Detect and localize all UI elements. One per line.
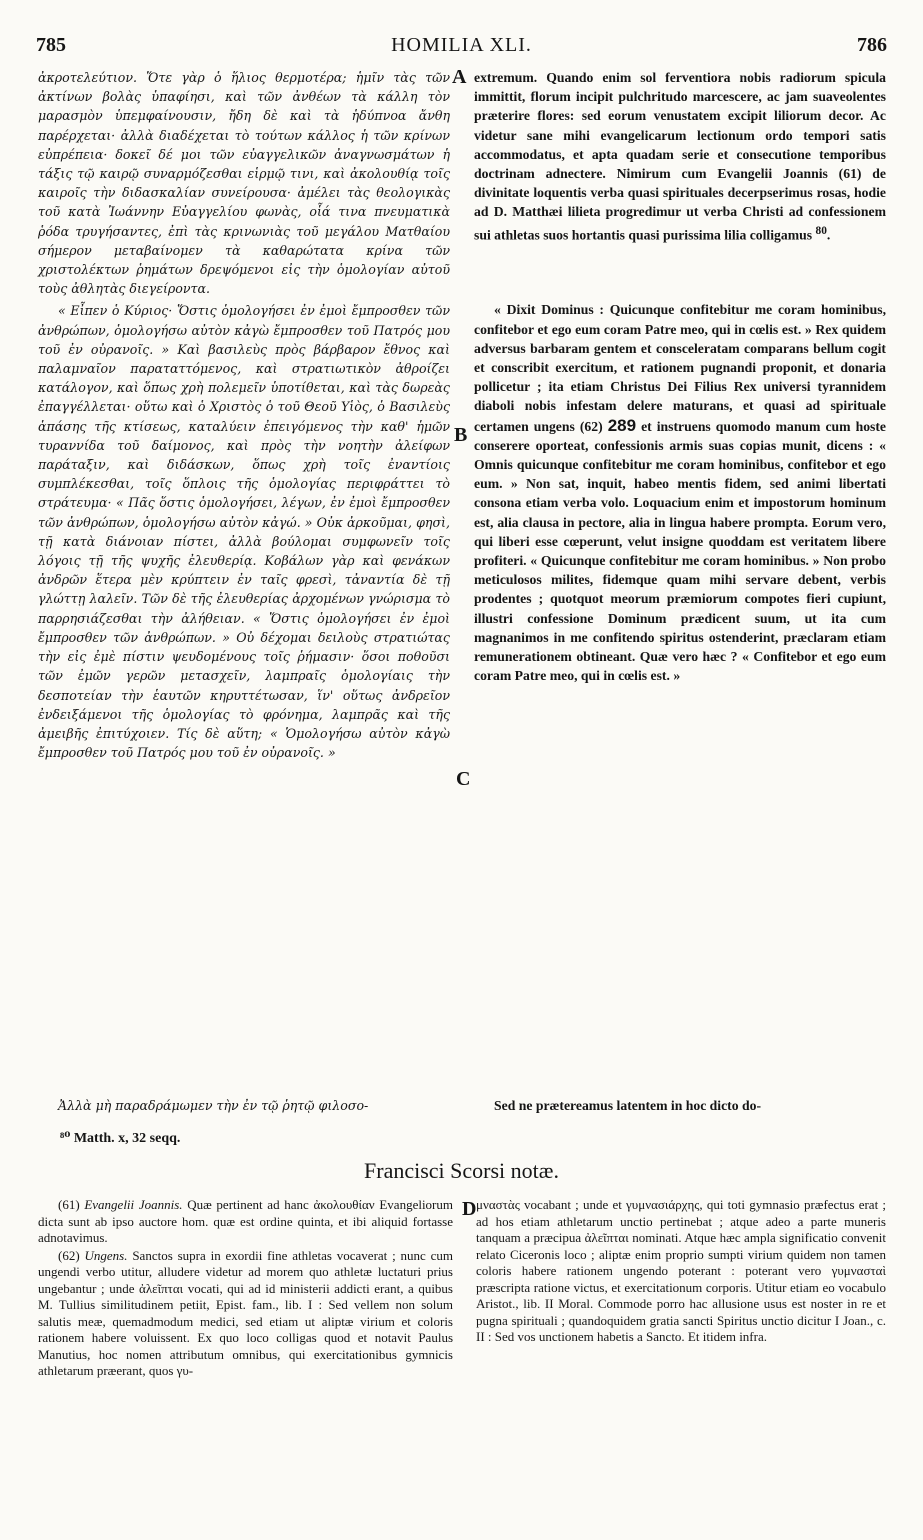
greek-paragraph-2: « Εἶπεν ὁ Κύριος· Ὅστις ὁμολογήσει ἐν ἐμοὶ ἔμπροσθεν τῶν ἀνθρώπων, ὁμολογήσω αὐτὸν κἀγὼ ἔμπροσθεν τοῦ Πατρός μου τοῦ ἐν οὐρανοῖς. » Καὶ βασιλεὺς πρὸς βάρβαρον ἔθνος καὶ παλαμναῖον παραταττόμενος, καὶ στρατιωτικὸν ἀθροίζει κατάλογον, καὶ ὅπως χρὴ πολεμεῖν ὑποτίθεται, καὶ τὰς δωρεὰς ἐπαγγέλλεται· οὕτω καὶ ὁ Χριστὸς ὁ τοῦ Θεοῦ Υἱὸς, ὁ Βασιλεὺς ἁπάσης τῆς κτίσεως, καταλύειν ἐπειγόμενος τὴν καθ' ἡμῶν τυραννίδα τοῦ δαίμονος, καὶ πρὸς τὴν νοητὴν ἀλείφων παράταξιν, καὶ διδάσκων, ὅπως χρὴ τοῖς ἐναντίοις συμπλέκεσθαι, τοῖς ὅπλοις τῆς ὁμολογίας περιφράττει τὸ στράτευμα· « Πᾶς ὅστις ὁμολογήσει, λέγων, ἐν ἐμοὶ ἔμπροσθεν τῶν ἀνθρώπων, ὁμολογήσω αὐτὸν κἀγώ. » Οὐκ ἀρκοῦμαι, φησὶ, τῇ κατὰ διάνοιαν πίστει, ἀλλὰ βούλομαι συμφωνεῖν τοῖς λόγοις τῇ τῆς ψυχῆς ἐλευθερίᾳ. Κοβάλων γὰρ καὶ φενάκων ἀνδρῶν ἕτερα μὲν κρύπτειν ἐν ταῖς φρεσὶ, τἀναντία δὲ τῇ γλώττῃ λαλεῖν. Τῶν δὲ τῆς ἐλευθερίας ἀρχομένων γνώρισμα τὸ παρρησιάζεσθαι τὴν ἀλήθειαν. « Ὅστις ὁμολογήσει ἐν ἐμοὶ ἔμπροσθεν τῶν ἀνθρώπων. » Οὐ δέχομαι δειλοὺς στρατιώτας τὴν εἰς ἐμὲ πίστιν ψευδομένους τοῖς ῥήμασιν· ὅσοι ποθοῦσι τῶν ἐμῶν γερῶν μετασχεῖν, λαμπραῖς ὁμολογίαις τὴν δεσποτείαν τὴν ἑαυτῶν κηρυττέτωσαν, ἵν' οὕτως ἀνδρεῖον ἐνδειξάμενοι τῆς ὁμολογίας τὸ φρόνημα, λαμπρᾶς καὶ τῆς ἀμειβῆς ἐπιτύχοιεν. Τίς δὲ αὕτη; « Ὁμολογήσω αὐτὸν κἀγὼ ἔμπροσθεν τοῦ Πατρός μου τοῦ ἐν οὐρανοῖς. »	[38, 303, 450, 761]
notes-right-column	[476, 1197, 886, 1346]
margin-marker-c: C	[456, 768, 471, 790]
page-ref-289: 289	[607, 415, 637, 435]
greek-paragraph-3: Ἀλλὰ μὴ παραδράμωμεν τὴν ἐν τῷ ῥητῷ φιλοσο-	[58, 1098, 369, 1113]
note-61	[38, 1197, 453, 1247]
notes-right-text: μναστὰς vocabant ; unde et γυμνασιάρχης, qui toti gymnasio præfectus erat ; ad hos etiam athletarum unctio pertinebat ; atque adeo a parte muneris tanquam a præcipua ἀλεῖπται nominati. Atque hæc ampla significatio convenit relato Ciceronis loco ; aliptæ enim proprio sumpti virium quidem non tamen coloris habere rationem ungendo poterant : poterant vero γυμνασταὶ præscripta ratione victus, et exercitationum corporis. Utitur etiam eo vocabulo Aristot., lib. II Moral. Commode porro hac allusione usus est noster in re et pugna spirituali ; quandoquidem gratia sancti Spiritus unctio dicitur I Joan., c. II : Sed vos unctionem habetis a Sancto. Et itidem infra.	[476, 1197, 886, 1344]
margin-marker-a: A	[452, 66, 467, 88]
page-number-left: 785	[36, 34, 66, 56]
note-62	[38, 1248, 453, 1380]
notes-title: Francisci Scorsi notæ.	[364, 1158, 559, 1183]
latin-paragraph-3: Sed ne prætereamus latentem in hoc dicto do-	[494, 1098, 762, 1113]
page-number-right: 786	[857, 34, 887, 56]
note-61-text: Quæ pertinent ad hanc ἀκολουθίαν Evangeliorum dicta sunt ab ipso auctore hom. quæ est ordine quinta, et ibi aliquid fortasse adnotavimus.	[38, 1197, 454, 1245]
latin-paragraph-1: extremum. Quando enim sol ferventiora nobis radiorum spicula immittit, florum incipit pulchritudo marcescere, ac jam suaveolentes præterire flores: sed eorum venustatem excipit liliorum decor. Ac videtur sane mihi evangelicarum lectionum ordo tempori satis accommodatus, et apta quadam serie et consecutione temporibus doctrinam adnectere. Nimirum cum Evangelii Joannis (61) de divinitate loquentis verba quasi spirituales decerpserimus rosas, hodie ad D. Matthæi lilieta progredimur ut verba Christi ad confessionem sui athletas suos hortantis quasi purissima lilia colligamus $^{80}$.	[474, 70, 886, 243]
margin-marker-b: B	[454, 424, 468, 446]
note-61-number: (61)	[58, 1197, 80, 1212]
footnote-ref: 80	[815, 224, 827, 237]
margin-marker-d: D	[462, 1198, 477, 1220]
note-62-text: Sanctos supra in exordii fine athletas vocaverat ; nunc cum ungendi verbo utitur, alludere videtur ad morem quo athletæ luctaturi prius ungebantur ; unde ἀλεῖπται vocati, qui ad id ministerii addicti erant, a quibus M. Tullius similitudinem petiit, Epist. fam., lib. I : Sed vellem non solum salutis meæ, quemadmodum medici, sed etiam ut aliptæ virium et coloris rationem habere voluissent. Ex quo loco colligas quod et notavit Paulus Manutius, hoc nomen attributum omnibus, qui exercitationibus gymnicis athletarum præerant, quos γυ-	[38, 1247, 454, 1378]
footnote: ⁸⁰ Matth. x, 32 seqq.	[60, 1131, 181, 1146]
latin-paragraph-1-text: extremum. Quando enim sol ferventiora nobis radiorum spicula immittit, florum incipit pulchritudo marcescere, ac jam suaveolentes præterire flores: sed eorum venustatem excipit liliorum decor. Ac videtur sane mihi evangelicarum lectionum ordo tempori satis accommodatus, et apta quadam serie et consecutione temporibus doctrinam adnectere. Nimirum cum Evangelii Joannis (61) de divinitate loquentis verba quasi spirituales decerpserimus rosas, hodie ad D. Matthæi lilieta progredimur ut verba Christi ad confessionem sui athletas suos hortantis quasi purissima lilia colligamus	[474, 70, 886, 243]
notes-left-column	[38, 1197, 453, 1380]
note-62-number: (62)	[58, 1247, 80, 1263]
latin-column	[474, 68, 886, 685]
latin-column-end	[474, 1096, 886, 1115]
latin-paragraph-2b: et instruens quomodo manum cum hoste conserere oporteat, confessionis armis suas copias munit, dicens : « Omnis quicunque confitebitur me coram hominibus, confitebor et ego eum. » Non sat, inquit, habeo mentis fidem, sed animi libertati consona etiam verba volo. Loquacium enim et impostorum hominum est, alia clausa in pectore, alia in lingua habere prompta. Eorum vero, qui liberi esse cœperunt, velut insigne quoddam est veritatem libere profiteri. « Quicunque confitebitur me coram hominibus. » Non probo meticulosos milites, fidemque quam mihi servare debent, verbis prodentes ; quotquot meorum præmiorum compotes fieri cupiunt, illustri confessione Dominum prædicent suum, ut ita cum magnanimos in me confitendo spiritus ostenderint, præclaram etiam remunerationem obtineant. Quæ vero hæc ? « Confitebor et ego eum coram Patre meo, qui in cœlis est. »	[474, 418, 886, 684]
greek-column	[38, 68, 450, 762]
latin-paragraph-2	[474, 300, 886, 685]
latin-paragraph-2a: « Dixit Dominus : Quicunque confitebitur me coram hominibus, confitebor et ego eum coram Patre meo, qui in cœlis est. » Rex quidem adversus barbaram gentem et consceleratam comparans bellum cogit et conscribit exercitum, et rationem pugnandi proponit, et donaria pollicetur ; ita etiam Christus Dei Filius Rex universi tyrannidem diaboli nobis infestam delere maturans, et quasi ad spirituale certamen ungens (62)	[474, 302, 886, 434]
note-61-term: Evangelii Joannis.	[84, 1197, 183, 1212]
greek-paragraph-1: ἀκροτελεύτιον. Ὅτε γὰρ ὁ ἥλιος θερμοτέρα; ἡμῖν τὰς τῶν ἀκτίνων βολὰς ὑπαφίησι, καὶ τῶν ἀνθέων τὰ κάλλη τὸν μαρασμὸν ὑπεμφαίνουσιν, ἤδη δὲ καὶ τὰ ἡδύπνοα ἄνθη παρέρχεται· ἀλλὰ διαδέχεται τὸ τούτων κάλλος ἡ τῶν κρίνων εὐπρέπεια· δοκεῖ δέ μοι τῶν εὐαγγελικῶν ἀναγνωσμάτων ἡ τάξις τῷ καιρῷ συναρμόζεσθαι εἱρμῷ τινι, καὶ ἀκολουθίᾳ τοῖς καιροῖς τὴν διδασκαλίαν συνείρουσα· ἀμέλει τὰς θεολογικὰς τοῦ κατὰ Ἰωάννην Εὐαγγελίου φωνὰς, οἷά τινα πνευματικὰ ῥόδα τρυγήσαντες, ἐπὶ τὰς κρινωνιὰς τοῦ μεγάλου Ματθαίου σήμερον μεταβαίνομεν τὰ καθαρώτατα κρίνα τῶν χριστολέκτων ῥημάτων δρεψόμενοι εἰς τὴν ὁμολογίαν αὐτοῦ τοὺς ἀθλητὰς διεγείροντα.	[38, 70, 450, 297]
greek-column-end	[38, 1096, 450, 1115]
note-62-term: Ungens.	[84, 1247, 128, 1263]
running-head: HOMILIA XLI.	[391, 34, 532, 56]
